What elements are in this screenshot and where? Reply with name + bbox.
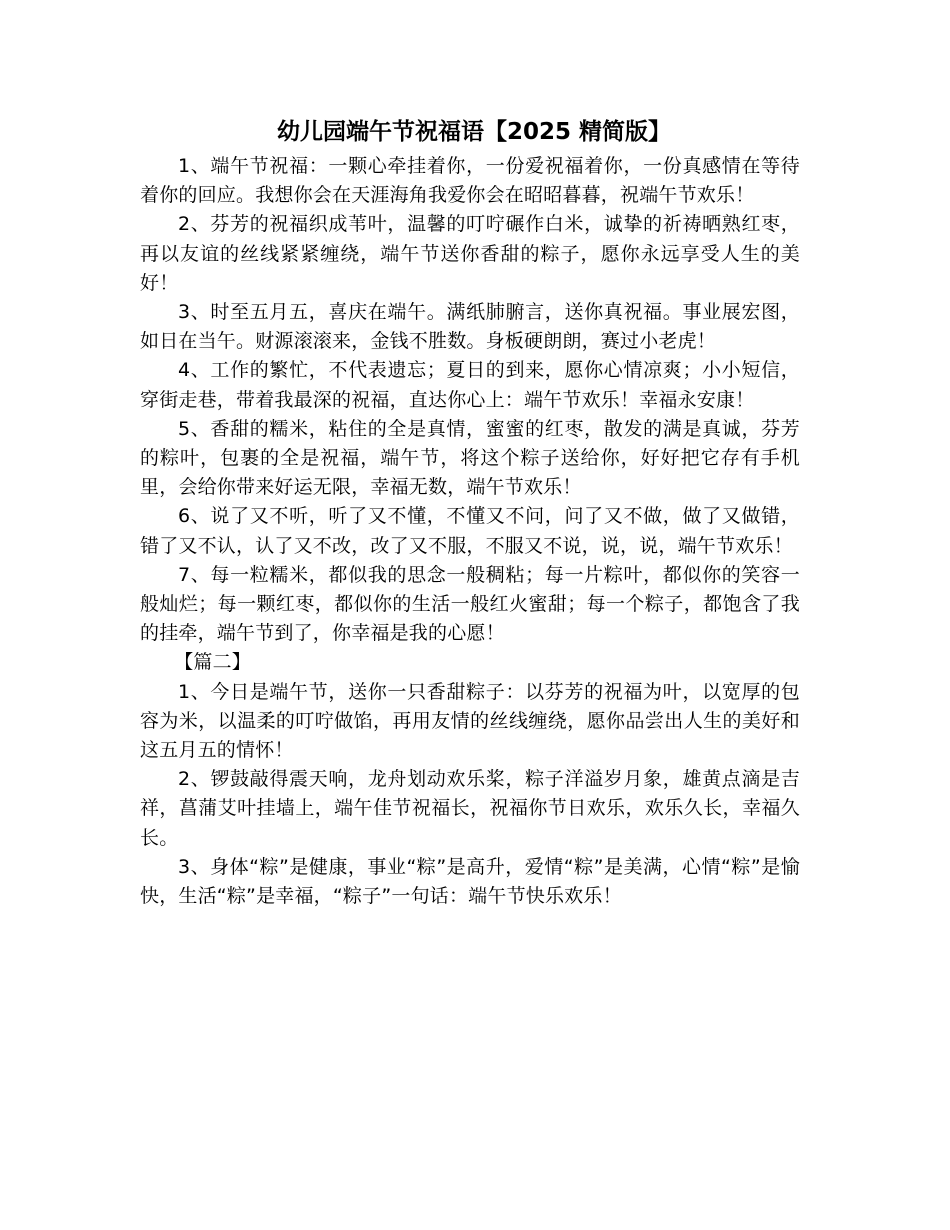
paragraph: 2、锣鼓敲得震天响，龙舟划动欢乐桨，粽子洋溢岁月象，雄黄点滴是吉祥，菖蒲艾叶挂墙上，端午佳节祝福长，祝福你节日欢乐，欢乐久长，幸福久长。 [140, 768, 800, 849]
document-title: 幼儿园端午节祝福语【2025 精简版】 [276, 119, 672, 145]
paragraph: 1、今日是端午节，送你一只香甜粽子：以芬芳的祝福为叶，以宽厚的包容为米，以温柔的叮咛做馅，再用友情的丝线缠绕，愿你品尝出人生的美好和这五月五的情怀！ [140, 680, 800, 762]
paragraph: 2、芬芳的祝福织成苇叶，温馨的叮咛碾作白米，诚挚的祈祷晒熟红枣，再以友谊的丝线紧紧缠绕，端午节送你香甜的粽子，愿你永远享受人生的美好！ [140, 213, 800, 294]
paragraph: 6、说了又不听，听了又不懂，不懂又不问，问了又不做，做了又做错，错了又不认，认了又不改，改了又不服，不服又不说，说，说，端午节欢乐！ [140, 505, 800, 557]
paragraph: 3、身体“粽”是健康，事业“粽”是高升，爱情“粽”是美满，心情“粽”是愉快，生活“粽”是幸福，“粽子”一句话：端午节快乐欢乐！ [140, 855, 800, 908]
paragraph: 3、时至五月五，喜庆在端午。满纸肺腑言，送你真祝福。事业展宏图，如日在当午。财源滚滚来，金钱不胜数。身板硬朗朗，赛过小老虎！ [140, 301, 800, 353]
paragraph: 1、端午节祝福：一颗心牵挂着你，一份爱祝福着你，一份真感情在等待着你的回应。我想你会在天涯海角我爱你会在昭昭暮暮，祝端午节欢乐！ [140, 155, 800, 207]
section-heading: 【篇二】 [174, 651, 251, 674]
document-page [140, 112, 800, 911]
paragraph: 7、每一粒糯米，都似我的思念一般稠粘；每一片粽叶，都似你的笑容一般灿烂；每一颗红枣，都似你的生活一般红火蜜甜；每一个粽子，都饱含了我的挂牵，端午节到了，你幸福是我的心愿！ [140, 563, 800, 645]
document-body [140, 152, 800, 911]
paragraph: 5、香甜的糯米，粘住的全是真情，蜜蜜的红枣，散发的满是真诚，芬芳的粽叶，包裹的全是祝福，端午节，将这个粽子送给你，好好把它存有手机里，会给你带来好运无限，幸福无数，端午节欢乐！ [140, 417, 800, 499]
paragraph: 4、工作的繁忙，不代表遗忘；夏日的到来，愿你心情凉爽；小小短信，穿街走巷，带着我最深的祝福，直达你心上：端午节欢乐！幸福永安康！ [140, 359, 800, 411]
